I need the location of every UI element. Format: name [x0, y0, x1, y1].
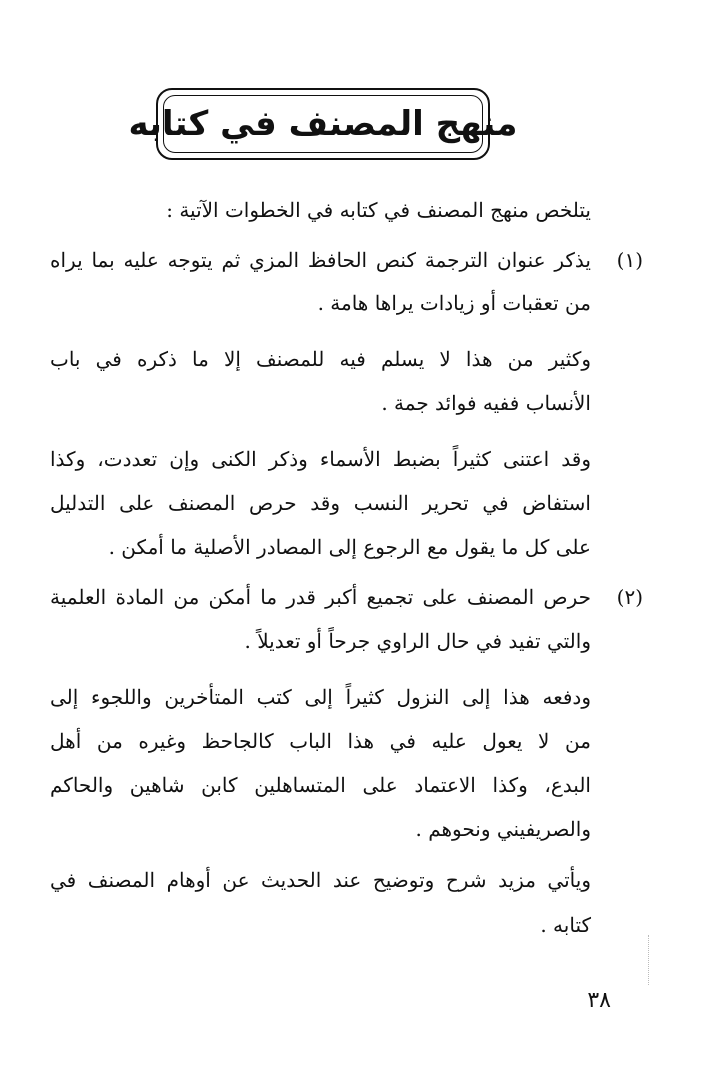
- item-line: والتي تفيد في حال الراوي جرحاً أو تعديلاً .: [244, 629, 591, 653]
- paragraph-line: من لا يعول عليه في هذا الباب كالجاحظ وغيره من أهل: [50, 729, 591, 753]
- paragraph-line: كتابه .: [540, 913, 591, 937]
- paragraph-line: على كل ما يقول مع الرجوع إلى المصادر الأصلية ما أمكن .: [108, 535, 591, 559]
- title-frame: [128, 88, 518, 160]
- paragraph-line: البدع، وكذا الاعتماد على المتساهلين كابن شاهين والحاكم: [50, 773, 591, 797]
- page-number: ٣٨: [587, 988, 611, 1013]
- item-line: يذكر عنوان الترجمة كنص الحافظ المزي ثم يتوجه عليه بما يراه: [50, 248, 591, 272]
- paragraph-line: والصريفيني ونحوهم .: [415, 817, 591, 841]
- paragraph-line: الأنساب ففيه فوائد جمة .: [381, 391, 591, 415]
- item-number: (٢): [616, 585, 643, 609]
- item-line: من تعقبات أو زيادات يراها هامة .: [317, 291, 591, 315]
- paragraph-line: استفاض في تحرير النسب وقد حرص المصنف على التدليل: [50, 491, 591, 515]
- paragraph-line: ودفعه هذا إلى النزول كثيراً إلى كتب المتأخرين واللجوء إلى: [50, 685, 591, 709]
- margin-mark: [648, 935, 651, 985]
- paragraph-line: ويأتي مزيد شرح وتوضيح عند الحديث عن أوهام المصنف في: [50, 868, 591, 892]
- chapter-title: منهج المصنف في كتابه: [128, 104, 518, 144]
- item-number: (١): [616, 248, 643, 272]
- title-frame-inner: [128, 95, 518, 153]
- item-line: حرص المصنف على تجميع أكبر قدر ما أمكن من المادة العلمية: [50, 585, 591, 609]
- paragraph-line: وكثير من هذا لا يسلم فيه للمصنف إلا ما ذكره في باب: [50, 347, 591, 371]
- paragraph-line: وقد اعتنى كثيراً بضبط الأسماء وذكر الكنى وإن تعددت، وكذا: [50, 447, 591, 471]
- intro-line: يتلخص منهج المصنف في كتابه في الخطوات الآتية :: [166, 198, 591, 222]
